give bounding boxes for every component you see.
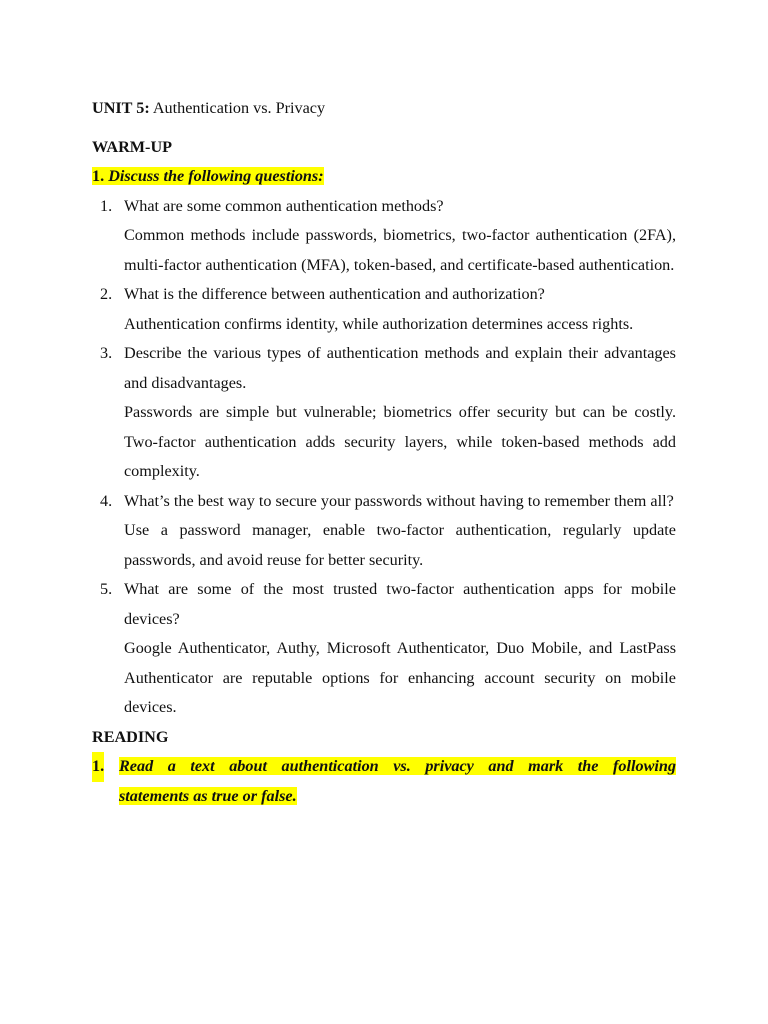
unit-title — [92, 94, 676, 124]
question-number: 5. — [100, 580, 113, 598]
answer-text: Use a password manager, enable two-factor authentication, regularly update passwords, and avoid reuse for better security. — [124, 521, 676, 569]
answer-text: Google Authenticator, Authy, Microsoft Authenticator, Duo Mobile, and LastPass Authenticator are reputable options for enhancing account security on mobile devices. — [124, 639, 676, 716]
reading-task-line-1 — [119, 752, 676, 782]
reading-task-line-2 — [119, 782, 676, 812]
warmup-task-text: Discuss the following questions: — [108, 167, 324, 185]
reading-task — [92, 752, 676, 811]
question-number: 4. — [100, 491, 113, 510]
answer-text: Common methods include passwords, biometrics, two-factor authentication (2FA), multi-factor authentication (MFA), token-based, and certificate-based authentication. — [124, 226, 676, 274]
reading-task-number: 1. — [92, 752, 104, 782]
question-item — [92, 339, 676, 487]
answer-text: Passwords are simple but vulnerable; biometrics offer security but can be costly. Two-factor authentication adds security layers, while token-based methods add complexity. — [124, 403, 676, 480]
reading-task-text-1: Read a text about authentication vs. privacy and mark the following — [119, 757, 676, 775]
question-text: What is the difference between authentication and authorization? — [124, 285, 545, 303]
question-text: What are some of the most trusted two-factor authentication apps for mobile devices? — [124, 580, 676, 628]
question-text: What are some common authentication methods? — [124, 196, 444, 215]
question-item — [92, 192, 676, 281]
question-text: What’s the best way to secure your passwords without having to remember them all? — [124, 491, 674, 510]
question-number: 3. — [100, 344, 113, 362]
warmup-task — [92, 162, 676, 192]
unit-title-text: Authentication vs. Privacy — [149, 99, 326, 117]
question-item — [92, 487, 676, 576]
question-number: 1. — [100, 196, 113, 215]
question-list — [92, 192, 676, 723]
unit-label: UNIT 5: — [92, 99, 150, 117]
question-text: Describe the various types of authentication methods and explain their advantages and disadvantages. — [124, 344, 676, 392]
warmup-task-highlight — [92, 167, 324, 185]
warmup-heading: WARM-UP — [92, 137, 173, 156]
question-number: 2. — [100, 285, 113, 303]
reading-heading: READING — [92, 727, 169, 746]
warmup-task-number: 1. — [92, 167, 105, 185]
question-item — [92, 575, 676, 723]
question-item — [92, 280, 676, 339]
answer-text: Authentication confirms identity, while authorization determines access rights. — [124, 314, 634, 333]
document-page — [92, 94, 676, 811]
reading-task-text-2: statements as true or false. — [119, 786, 297, 805]
